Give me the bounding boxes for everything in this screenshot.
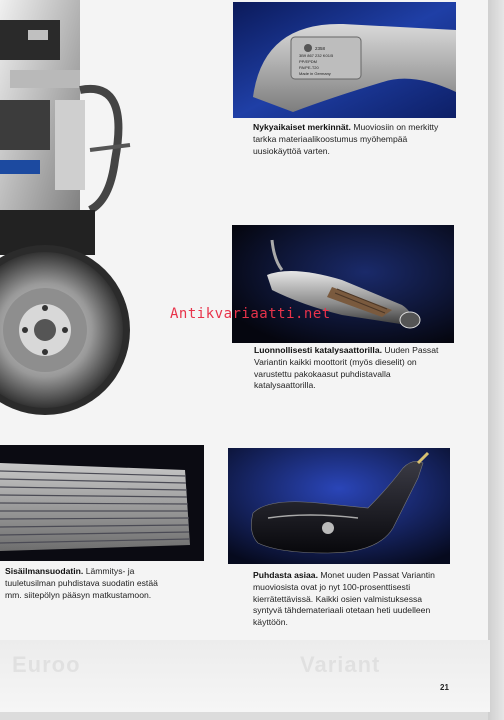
caption-recycling bbox=[253, 122, 443, 157]
caption-clean-lead: Puhdasta asiaa. bbox=[253, 570, 318, 580]
label-plate-line: Made in Germany bbox=[299, 71, 331, 76]
caption-filter-body: Lämmitys- ja tuuletusilman puhdistava suodatin estää mm. siitepölyn pääsyn matkustamoon. bbox=[5, 566, 158, 600]
page-number: 21 bbox=[440, 683, 449, 692]
faded-background-lettering: Euroo bbox=[12, 652, 81, 677]
caption-filter bbox=[5, 566, 173, 601]
label-plate-line: 2358 bbox=[315, 46, 326, 51]
plastic-tank-photo bbox=[228, 448, 450, 564]
catalytic-converter-photo bbox=[232, 225, 454, 343]
page-edge-shadow bbox=[488, 0, 504, 720]
caption-recycling-lead: Nykyaikaiset merkinnät. bbox=[253, 122, 351, 132]
label-plate-line: PP/EPDM bbox=[299, 59, 318, 64]
plastic-marking-photo bbox=[233, 2, 456, 118]
faded-background-lettering: Variant bbox=[300, 652, 381, 677]
caption-catalyst-body: Uuden Passat Variantin kaikki moottorit (myös dieselit) on varustettu pakokaasut puhdistavalla katalysaattorilla. bbox=[254, 345, 439, 391]
label-plate-line: PA/PE-T20 bbox=[299, 65, 319, 70]
caption-clean bbox=[253, 570, 448, 629]
watermark-text: Antikvariaatti.net bbox=[170, 306, 331, 322]
label-plate-line: 3B9 867 232 K01/5 bbox=[299, 53, 334, 58]
caption-catalyst-lead: Luonnollisesti katalysaattorilla. bbox=[254, 345, 382, 355]
engine-photo bbox=[0, 0, 135, 430]
caption-catalyst bbox=[254, 345, 449, 392]
caption-clean-body: Monet uuden Passat Variantin muoviosista ovat jo nyt 100-prosenttisesti kierrätettävissä. Kaikki osien valmistuksessa syntyvä tähdemateriaali otetaan heti uudelleen käyttöön. bbox=[253, 570, 435, 628]
caption-recycling-body: Muoviosiin on merkitty tarkka materiaalikoostumus myöhempää uusiokäyttöä varten. bbox=[253, 122, 439, 156]
caption-filter-lead: Sisäilmansuodatin. bbox=[5, 566, 84, 576]
cabin-filter-photo bbox=[0, 445, 204, 561]
